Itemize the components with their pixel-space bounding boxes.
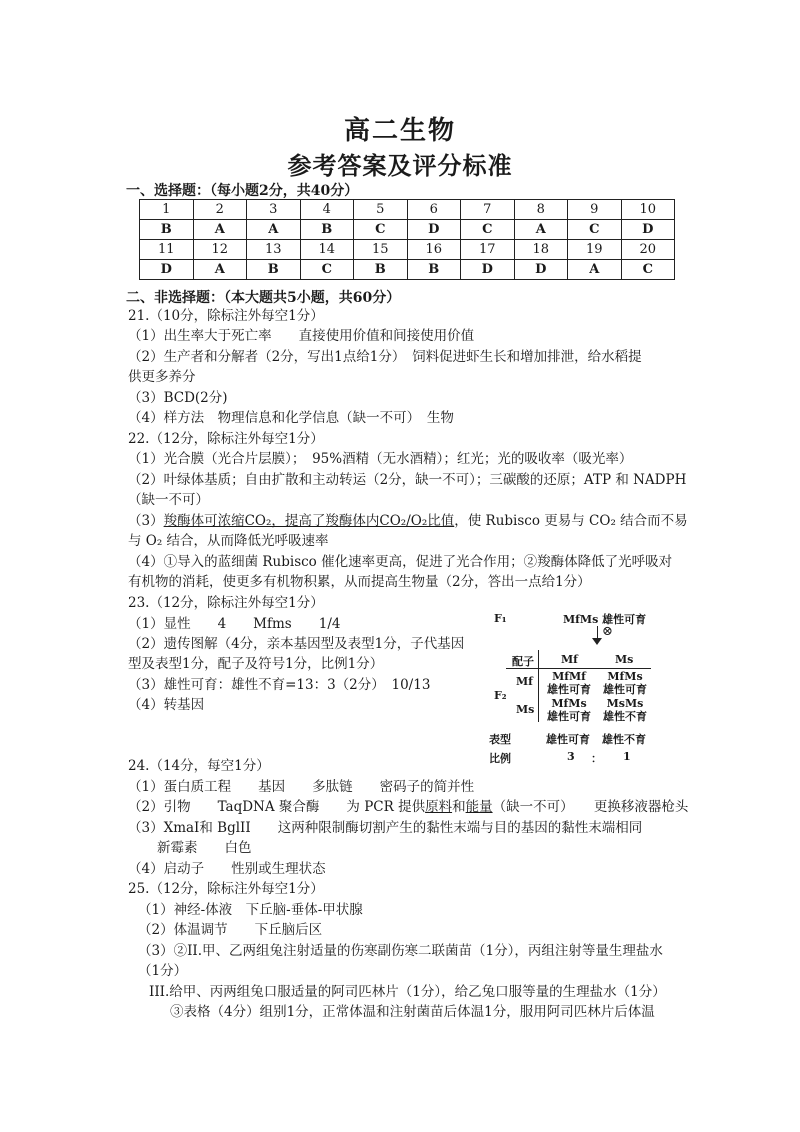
table-cell: 13 <box>247 240 301 260</box>
table-cell: D <box>514 260 568 280</box>
diagram-cell-mfms: MfMs 雄性可育 <box>603 670 647 696</box>
table-cell: D <box>461 260 515 280</box>
q21-answer-2-cont: 供更多养分 <box>128 369 196 385</box>
q22-answer-3 <box>128 511 688 531</box>
q24-answer-2-suffix: （缺一不可） 更换移液器枪头 <box>492 799 689 815</box>
table-cell: D <box>407 220 461 240</box>
q21-answer-4: （4）样方法 物理信息和化学信息（缺一不可） 生物 <box>128 410 454 426</box>
q23-answer-1: （1）显性 4 Mfms 1/4 <box>128 616 341 632</box>
diagram-cell-msmf: MfMs 雄性可育 <box>547 697 591 723</box>
table-cell: D <box>621 220 675 240</box>
table-cell: 2 <box>193 200 247 220</box>
q24-answer-2 <box>128 797 688 817</box>
q22-heading: 22.（12分，除标注外每空1分） <box>128 431 324 447</box>
q24-answer-2-and: 和 <box>452 799 466 815</box>
table-cell: 8 <box>514 200 568 220</box>
diagram-phenotype-fertile: 雄性可育 <box>546 733 590 746</box>
table-cell: 10 <box>621 200 675 220</box>
table-cell: A <box>193 260 247 280</box>
q24-answer-2-raw-material: 原料 <box>425 799 453 815</box>
q22-answer-2-cont: （缺一不可） <box>128 492 209 508</box>
table-cell: B <box>140 220 194 240</box>
q25-answer-3-table: ③表格（4分）组别1分，正常体温和注射菌苗后体温1分，服用阿司匹林片后体温 <box>170 1004 655 1020</box>
table-cell: A <box>193 220 247 240</box>
table-cell: 14 <box>300 240 354 260</box>
table-cell: 11 <box>140 240 194 260</box>
self-cross-icon: ⊗ <box>602 624 613 639</box>
table-cell: 18 <box>514 240 568 260</box>
q22-answer-4: （4）①导入的蓝细菌 Rubisco 催化速率更高，促进了光合作用；②羧酶体降低了光呼吸对 <box>128 554 673 570</box>
table-cell: C <box>354 220 408 240</box>
q25-answer-2: （2）体温调节 下丘脑后区 <box>138 922 323 938</box>
table-cell: B <box>354 260 408 280</box>
page-title: 高二生物 <box>343 116 456 146</box>
table-cell: C <box>300 260 354 280</box>
diagram-row-mf: Mf <box>516 675 533 688</box>
table-cell: 5 <box>354 200 408 220</box>
q21-answer-1: （1）出生率大于死亡率 直接使用价值和间接使用价值 <box>128 328 475 344</box>
q23-answer-2: （2）遗传图解（4分，亲本基因型及表型1分，子代基因 <box>128 636 465 652</box>
page-subtitle: 参考答案及评分标准 <box>287 151 513 180</box>
diagram-ratio-separator: ： <box>591 752 602 765</box>
table-cell: 1 <box>140 200 194 220</box>
q23-answer-3: （3）雄性可育：雄性不育=13：3（2分） 10/13 <box>128 677 431 693</box>
q25-answer-3: （3）②II.甲、乙两组兔注射适量的伤寒副伤寒二联菌苗（1分），丙组注射等量生理盐水 <box>138 943 663 959</box>
table-cell: 7 <box>461 200 515 220</box>
q23-answer-4: （4）转基因 <box>128 697 205 713</box>
diagram-row-ms: Ms <box>516 703 535 716</box>
q25-answer-1: （1）神经-体液 下丘脑-垂体-甲状腺 <box>138 902 363 918</box>
table-cell: 9 <box>568 200 622 220</box>
table-cell: C <box>461 220 515 240</box>
table-cell: C <box>621 260 675 280</box>
table-cell: 17 <box>461 240 515 260</box>
q24-answer-4: （4）启动子 性别或生理状态 <box>128 861 326 877</box>
table-cell: 4 <box>300 200 354 220</box>
table-cell: 15 <box>354 240 408 260</box>
diagram-col-mf: Mf <box>561 653 578 666</box>
q24-heading: 24.（14分，每空1分） <box>128 758 270 774</box>
table-cell: 20 <box>621 240 675 260</box>
table-cell: C <box>568 220 622 240</box>
table-cell: B <box>300 220 354 240</box>
section-heading-nonchoice: 二、非选择题：（本大题共5小题，共60分） <box>126 290 401 306</box>
q24-answer-2-energy: 能量 <box>465 799 493 815</box>
q22-answer-3-prefix: （3） <box>128 513 164 529</box>
q24-answer-3-cont: 新霉素 白色 <box>157 840 252 856</box>
q24-answer-1: （1）蛋白质工程 基因 多肽链 密码子的简并性 <box>128 779 475 795</box>
table-cell: 19 <box>568 240 622 260</box>
table-cell: 16 <box>407 240 461 260</box>
q21-heading: 21.（10分，除标注外每空1分） <box>128 308 324 324</box>
q22-answer-1: （1）光合膜（光合片层膜）； 95%酒精（无水酒精）；红光；光的吸收率（吸光率） <box>128 451 633 467</box>
diagram-arrow-head-icon <box>592 638 602 645</box>
table-cell: 3 <box>247 200 301 220</box>
q22-answer-3-underlined: 羧酶体可浓缩CO₂，提高了羧酶体内CO₂/O₂比值 <box>163 513 455 529</box>
q22-answer-2: （2）叶绿体基质；自由扩散和主动转运（2分，缺一不可）；三碳酸的还原；ATP 和 NADPH <box>128 472 687 488</box>
table-row <box>140 200 675 220</box>
table-cell: B <box>247 260 301 280</box>
diagram-col-ms: Ms <box>615 653 634 666</box>
answer-table <box>139 199 675 280</box>
diagram-divider-v <box>538 650 539 722</box>
diagram-ratio-fertile: 3 <box>567 750 575 763</box>
q22-answer-3-cont: 与 O₂ 结合，从而降低光呼吸速率 <box>128 533 329 549</box>
table-row <box>140 220 675 240</box>
section-heading-choice: 一、选择题：（每小题2分，共40分） <box>126 183 359 199</box>
diagram-f1-label: F₁ <box>494 612 507 625</box>
diagram-divider-h <box>506 668 651 669</box>
table-cell: 12 <box>193 240 247 260</box>
diagram-f2-label: F₂ <box>494 689 507 702</box>
table-cell: B <box>407 260 461 280</box>
table-cell: A <box>568 260 622 280</box>
q25-answer-3-iii: III.给甲、丙两组兔口服适量的阿司匹林片（1分），给乙兔口服等量的生理盐水（1分） <box>149 984 666 1000</box>
q25-answer-3-cont: （1分） <box>138 963 188 979</box>
q22-answer-4-cont: 有机物的消耗，使更多有机物积累，从而提高生物量（2分，答出一点给1分） <box>128 574 591 590</box>
diagram-cell-mfmf: MfMf 雄性可育 <box>547 670 591 696</box>
table-cell: 6 <box>407 200 461 220</box>
q24-answer-3: （3）XmaI和 BglII 这两种限制酶切割产生的黏性末端与目的基因的黏性末端相同 <box>128 820 643 836</box>
diagram-ratio-label: 比例 <box>489 752 511 765</box>
table-cell: D <box>140 260 194 280</box>
q25-heading: 25.（12分，除标注外每空1分） <box>128 881 324 897</box>
diagram-phenotype-label: 表型 <box>489 733 511 746</box>
table-row <box>140 260 675 280</box>
q22-answer-3-suffix: ，使 Rubisco 更易与 CO₂ 结合而不易 <box>454 513 688 529</box>
diagram-phenotype-sterile: 雄性不育 <box>602 733 646 746</box>
q23-heading: 23.（12分，除标注外每空1分） <box>128 595 324 611</box>
diagram-gamete-label: 配子 <box>512 655 534 668</box>
q24-answer-2-prefix: （2）引物 TaqDNA 聚合酶 为 PCR 提供 <box>128 799 426 815</box>
q23-answer-2-cont: 型及表型1分，配子及符号1分，比例1分） <box>128 656 384 672</box>
diagram-cell-msms: MsMs 雄性不育 <box>603 697 647 723</box>
q21-answer-2: （2）生产者和分解者（2分，写出1点给1分） 饲料促进虾生长和增加排泄，给水稻提 <box>128 349 642 365</box>
table-row <box>140 240 675 260</box>
q21-answer-3: （3）BCD(2分) <box>128 390 228 406</box>
table-cell: A <box>514 220 568 240</box>
diagram-parent: MfMs 雄性可育 <box>563 613 647 626</box>
diagram-ratio-sterile: 1 <box>623 750 631 763</box>
table-cell: A <box>247 220 301 240</box>
